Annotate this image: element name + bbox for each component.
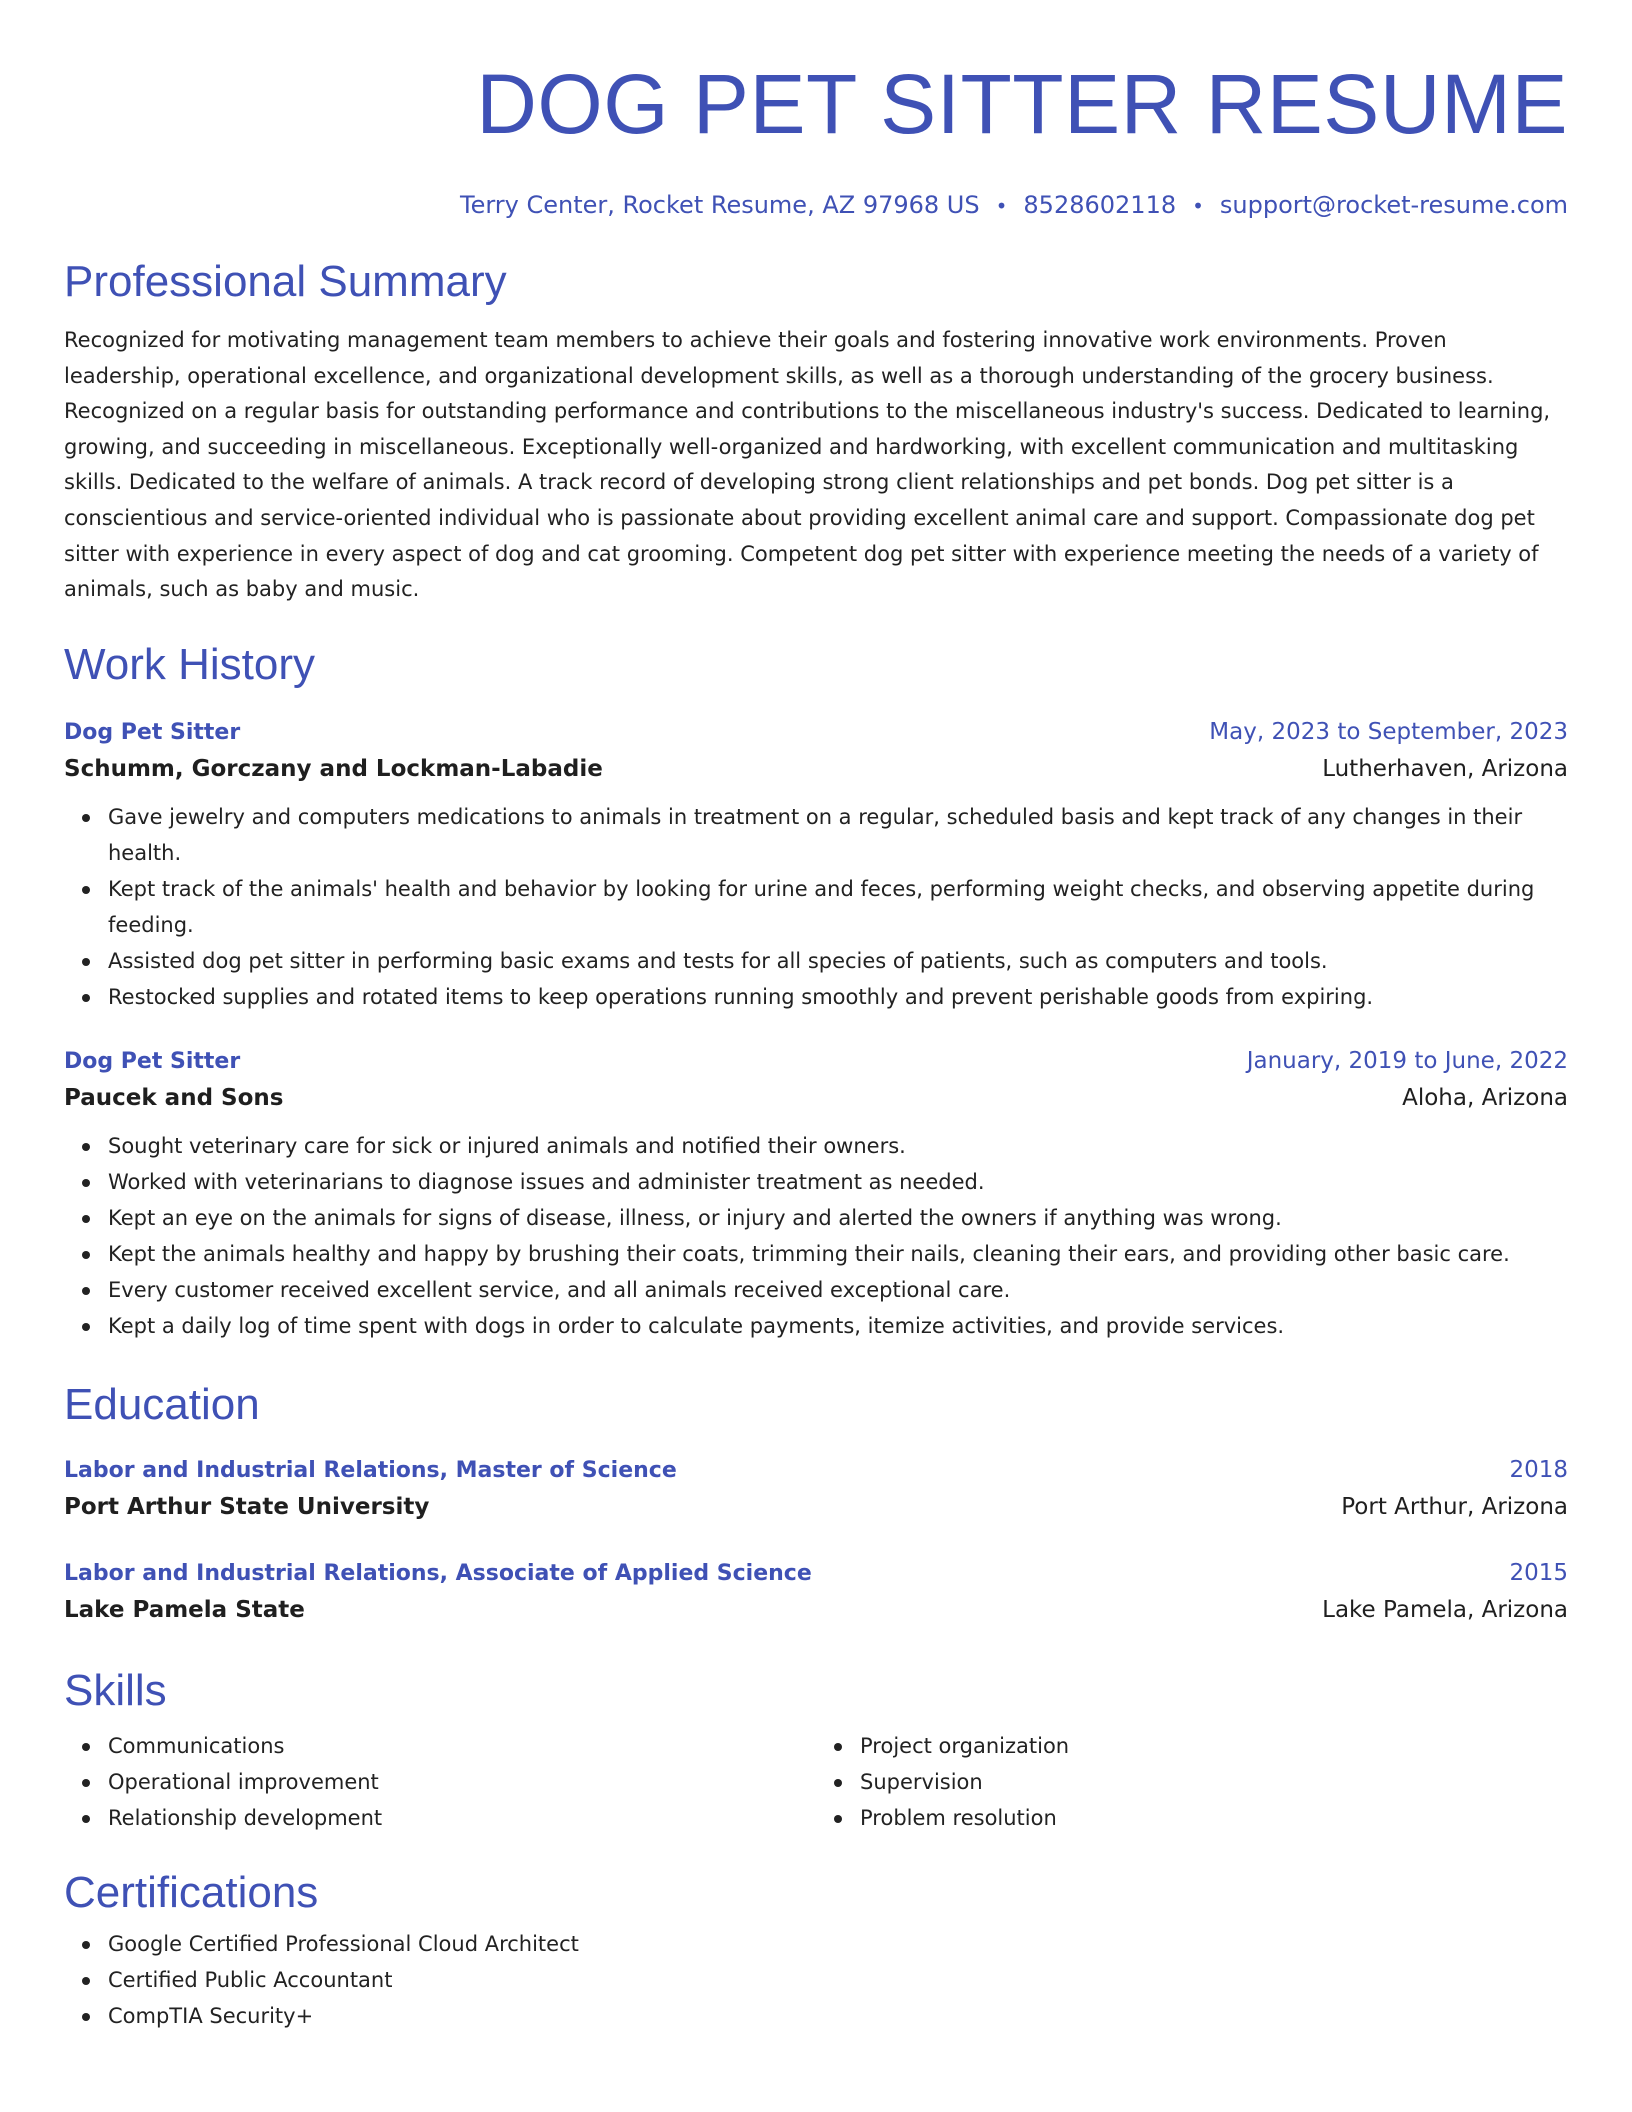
certifications-list [64, 1926, 1568, 2034]
skill-item: Project organization [860, 1728, 1568, 1764]
job-bullet: Assisted dog pet sitter in performing basic exams and tests for all species of patients, such as computers and tools. [108, 943, 1568, 979]
skill-item: Operational improvement [108, 1764, 816, 1800]
job-entry [64, 716, 1568, 1015]
job-bullets [64, 799, 1568, 1015]
contact-separator: • [995, 194, 1008, 218]
certification-item: Certified Public Accountant [108, 1962, 1568, 1998]
education-degree: Labor and Industrial Relations, Master of Science [64, 1457, 677, 1483]
job-bullet: Kept an eye on the animals for signs of disease, illness, or injury and alerted the owners if anything was wrong. [108, 1200, 1568, 1236]
resume-title: DOG PET SITTER RESUME [476, 57, 1568, 151]
work-history-section [64, 638, 1568, 1344]
skills-column-right [816, 1728, 1568, 1836]
education-year: 2018 [1509, 1456, 1568, 1483]
certifications-section [64, 1866, 1568, 2034]
job-role: Dog Pet Sitter [64, 1048, 241, 1074]
education-entry [64, 1557, 1568, 1630]
education-entry [64, 1454, 1568, 1527]
job-dates: January, 2019 to June, 2022 [1246, 1047, 1568, 1074]
job-bullet: Gave jewelry and computers medications to animals in treatment on a regular, scheduled basis and kept track of any changes in their health. [108, 799, 1568, 871]
job-company: Schumm, Gorczany and Lockman-Labadie [64, 755, 603, 782]
job-bullet: Kept a daily log of time spent with dogs in order to calculate payments, itemize activities, and provide services. [108, 1308, 1568, 1344]
skills-section [64, 1664, 1568, 1836]
education-degree: Labor and Industrial Relations, Associate of Applied Science [64, 1560, 812, 1586]
skill-item: Communications [108, 1728, 816, 1764]
education-school: Port Arthur State University [64, 1493, 430, 1520]
resume-header [64, 54, 1568, 221]
job-bullet: Kept track of the animals' health and behavior by looking for urine and feces, performing weight checks, and observing appetite during feeding. [108, 871, 1568, 943]
summary-section [64, 255, 1568, 608]
job-bullet: Worked with veterinarians to diagnose issues and administer treatment as needed. [108, 1164, 1568, 1200]
education-school: Lake Pamela State [64, 1596, 305, 1623]
education-year: 2015 [1509, 1559, 1568, 1586]
certification-item: Google Certified Professional Cloud Architect [108, 1926, 1568, 1962]
job-bullet: Sought veterinary care for sick or injured animals and notified their owners. [108, 1128, 1568, 1164]
education-section [64, 1378, 1568, 1630]
job-role: Dog Pet Sitter [64, 719, 241, 745]
skill-item: Problem resolution [860, 1800, 1568, 1836]
skill-item: Relationship development [108, 1800, 816, 1836]
certifications-heading: Certifications [64, 1867, 319, 1917]
contact-email: support@rocket-resume.com [1219, 191, 1568, 219]
job-company: Paucek and Sons [64, 1084, 284, 1111]
education-location: Lake Pamela, Arizona [1322, 1596, 1568, 1623]
job-bullet: Restocked supplies and rotated items to keep operations running smoothly and prevent perishable goods from expiring. [108, 979, 1568, 1015]
skills-heading: Skills [64, 1665, 167, 1715]
job-bullet: Every customer received excellent service, and all animals received exceptional care. [108, 1272, 1568, 1308]
contact-line [64, 190, 1568, 221]
job-bullets [64, 1128, 1568, 1344]
job-dates: May, 2023 to September, 2023 [1209, 718, 1568, 745]
contact-address: Terry Center, Rocket Resume, AZ 97968 US [460, 191, 980, 219]
work-history-heading: Work History [64, 639, 315, 689]
skills-column-left [64, 1728, 816, 1836]
contact-phone: 8528602118 [1023, 191, 1177, 219]
job-bullet: Kept the animals healthy and happy by brushing their coats, trimming their nails, cleaning their ears, and providing other basic care. [108, 1236, 1568, 1272]
job-location: Aloha, Arizona [1402, 1084, 1568, 1111]
summary-heading: Professional Summary [64, 257, 507, 306]
summary-text: Recognized for motivating management team members to achieve their goals and fostering innovative work environments. Proven leadership, operational excellence, and organizational development skills, as well as a thorough understanding of the grocery business. Recognized on a regular basis for outstanding performance and contributions to the miscellaneous industry's success. Dedicated to learning, growing, and succeeding in miscellaneous. Exceptionally well-organized and hardworking, with excellent communication and multitasking skills. Dedicated to the welfare of animals. A track record of developing strong client relationships and pet bonds. Dog pet sitter is a conscientious and service-oriented individual who is passionate about providing excellent animal care and support. Compassionate dog pet sitter with experience in every aspect of dog and cat grooming. Competent dog pet sitter with experience meeting the needs of a variety of animals, such as baby and music. [64, 328, 1551, 602]
certification-item: CompTIA Security+ [108, 1998, 1568, 2034]
job-location: Lutherhaven, Arizona [1322, 755, 1568, 782]
skills-grid [64, 1724, 1568, 1836]
job-entry [64, 1045, 1568, 1344]
education-location: Port Arthur, Arizona [1341, 1493, 1568, 1520]
education-heading: Education [64, 1379, 260, 1429]
contact-separator: • [1192, 194, 1204, 218]
skill-item: Supervision [860, 1764, 1568, 1800]
